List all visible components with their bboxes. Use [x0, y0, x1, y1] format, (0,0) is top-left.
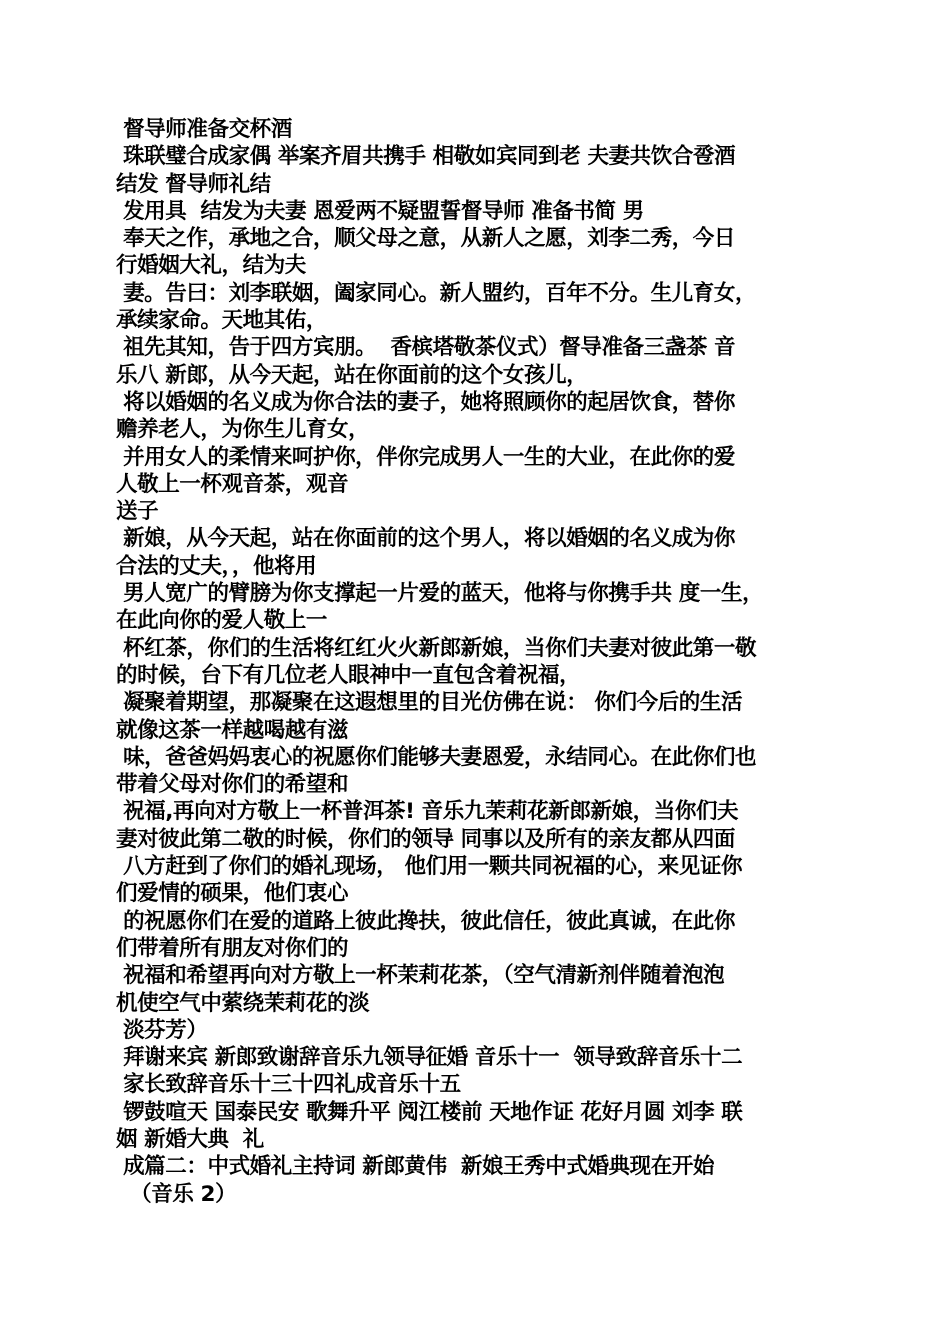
text-line: 祝福和希望再向对方敬上一杯茉莉花茶，（空气清新剂伴随着泡泡	[116, 963, 725, 989]
text-line: 锣鼓喧天 国泰民安 歌舞升平 阅江楼前 天地作证 花好月圆 刘李 联	[116, 1099, 743, 1125]
text-line: 并用女人的柔情来呵护你，伴你完成男人一生的大业，在此你的爱	[116, 444, 735, 470]
text-line: 八方赶到了你们的婚礼现场， 他们用一颗共同祝福的心，来见证你	[116, 854, 743, 880]
text-line: 姻 新婚大典 礼	[116, 1126, 264, 1152]
text-line: 祖先其知，告于四方宾朋。 香槟塔敬茶仪式）督导准备三盏茶 音	[116, 335, 736, 361]
text-line: 新娘，从今天起，站在你面前的这个男人，将以婚姻的名义成为你	[116, 526, 735, 552]
text-line: 奉天之作，承地之合，顺父母之意，从新人之愿，刘李二秀，今日	[116, 226, 735, 252]
text-line: 在此向你的爱人敬上一	[116, 608, 328, 634]
text-line: 结发 督导师礼结	[116, 171, 271, 197]
text-line: 拜谢来宾 新郎致谢辞音乐九领导征婚 音乐十一 领导致辞音乐十二	[116, 1045, 743, 1071]
text-line: 督导师准备交杯酒	[116, 117, 292, 142]
text-line: 承续家命。天地其佑，	[116, 308, 328, 334]
text-line: 机使空气中萦绕茉莉花的淡	[116, 990, 370, 1016]
text-line: 送子	[116, 499, 159, 525]
text-line: 成篇二：中式婚礼主持词 新郎黄伟 新娘王秀中式婚典现在开始	[116, 1154, 715, 1180]
text-line: 行婚姻大礼，结为夫	[116, 253, 306, 279]
text-line: 妻。告曰：刘李联姻，阖家同心。新人盟约，百年不分。生儿育女，	[116, 280, 757, 306]
text-line: 的祝愿你们在爱的道路上彼此搀扶，彼此信任，彼此真诚，在此你	[116, 908, 735, 934]
text-line: （音乐 2）	[116, 1181, 237, 1207]
text-line: 家长致辞音乐十三十四礼成音乐十五	[116, 1072, 461, 1098]
text-line: 发用具 结发为夫妻 恩爱两不疑盟誓督导师 准备书简 男	[116, 198, 644, 224]
text-line: 杯红茶，你们的生活将红红火火新郎新娘，当你们夫妻对彼此第一敬	[116, 635, 757, 661]
text-line: 们带着所有朋友对你们的	[116, 935, 349, 961]
text-line: 凝聚着期望，那凝聚在这遐想里的目光仿佛在说： 你们今后的生活	[116, 690, 743, 716]
document-body	[116, 116, 826, 1208]
text-line: 合法的丈夫，，他将用	[116, 553, 317, 579]
text-line: 带着父母对你们的希望和	[116, 772, 349, 798]
text-line: 淡芬芳）	[116, 1017, 208, 1043]
text-line: 将以婚姻的名义成为你合法的妻子，她将照顾你的起居饮食，替你	[116, 389, 735, 415]
text-line: 的时候，台下有几位老人眼神中一直包含着祝福，	[116, 662, 581, 688]
text-line: 们爱情的硕果，他们衷心	[116, 881, 349, 907]
text-line: 就像这茶一样越喝越有滋	[116, 717, 349, 743]
text-line: 味，爸爸妈妈衷心的祝愿你们能够夫妻恩爱，永结同心。在此你们也	[116, 744, 757, 770]
text-line: 妻对彼此第二敬的时候，你们的领导 同事以及所有的亲友都从四面	[116, 826, 735, 852]
text-line: 珠联璧合成家偶 举案齐眉共携手 相敬如宾同到老 夫妻共饮合卺酒	[116, 144, 736, 170]
text-line: 祝福,再向对方敬上一杯普洱茶! 音乐九茉莉花新郎新娘，当你们夫	[116, 799, 739, 825]
text-line: 乐八 新郎，从今天起，站在你面前的这个女孩儿，	[116, 362, 588, 388]
text-line: 赡养老人，为你生儿育女，	[116, 417, 370, 443]
text-line: 人敬上一杯观音茶，观音	[116, 471, 349, 497]
text-line: 男人宽广的臂膀为你支撑起一片爱的蓝天，他将与你携手共 度一生，	[116, 581, 764, 607]
